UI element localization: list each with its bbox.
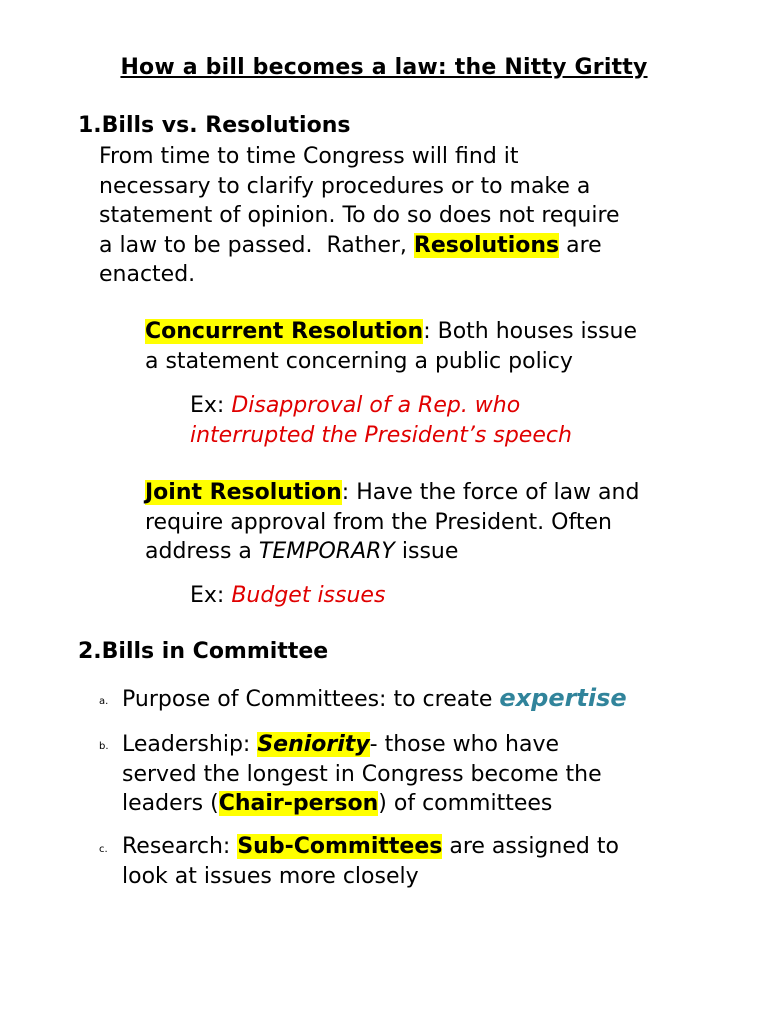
- chair-person-highlight: Chair-person: [218, 791, 379, 816]
- list-item-research: Research: Sub-Committees are assigned to look at issues more closely: [122, 834, 619, 889]
- intro-line: necessary to clarify procedures or to make a: [99, 173, 591, 199]
- seniority-highlight: Seniority: [257, 732, 370, 757]
- example-text: Budget issues: [231, 583, 386, 608]
- intro-line: From time to time Congress will find it: [99, 144, 519, 169]
- example-text: Disapproval of a Rep. who: [231, 393, 521, 418]
- concurrent-resolution-example: Ex: Disapproval of a Rep. who interrupted the President’s speech: [190, 391, 572, 450]
- list-marker: c.: [99, 844, 108, 855]
- list-marker: b.: [99, 741, 109, 752]
- joint-resolution-example: Ex: Budget issues: [190, 583, 386, 608]
- section-heading-bills-vs-resolutions: 1.Bills vs. Resolutions: [78, 113, 351, 138]
- section1-intro: [99, 142, 620, 290]
- page-title: How a bill becomes a law: the Nitty Gritty: [120, 55, 648, 80]
- sub-committees-highlight: Sub-Committees: [237, 834, 443, 859]
- concurrent-resolution-term: Concurrent Resolution: [145, 319, 424, 344]
- list-item-purpose: Purpose of Committees: to create expertise: [122, 684, 627, 712]
- section-heading-bills-in-committee: 2.Bills in Committee: [78, 639, 329, 664]
- intro-line: a law to be passed. Rather, Resolutions are: [99, 232, 602, 258]
- intro-line: statement of opinion. To do so does not require: [99, 203, 620, 228]
- temporary-emphasis: TEMPORARY: [258, 539, 395, 564]
- joint-resolution-definition: Joint Resolution: Have the force of law and require approval from the President. Often address a TEMPORARY issue: [145, 480, 640, 564]
- resolutions-highlight: Resolutions: [413, 232, 560, 258]
- joint-resolution-term: Joint Resolution: [145, 480, 342, 505]
- list-marker: a.: [99, 696, 109, 707]
- concurrent-resolution-definition: Concurrent Resolution: Both houses issue a statement concerning a public policy: [145, 319, 638, 374]
- intro-line: enacted.: [99, 262, 196, 287]
- expertise-emphasis: expertise: [499, 684, 627, 712]
- list-item-leadership: Leadership: Seniority- those who have served the longest in Congress become the leaders (Chair-person) of committees: [122, 732, 602, 816]
- example-text: interrupted the President’s speech: [190, 422, 572, 448]
